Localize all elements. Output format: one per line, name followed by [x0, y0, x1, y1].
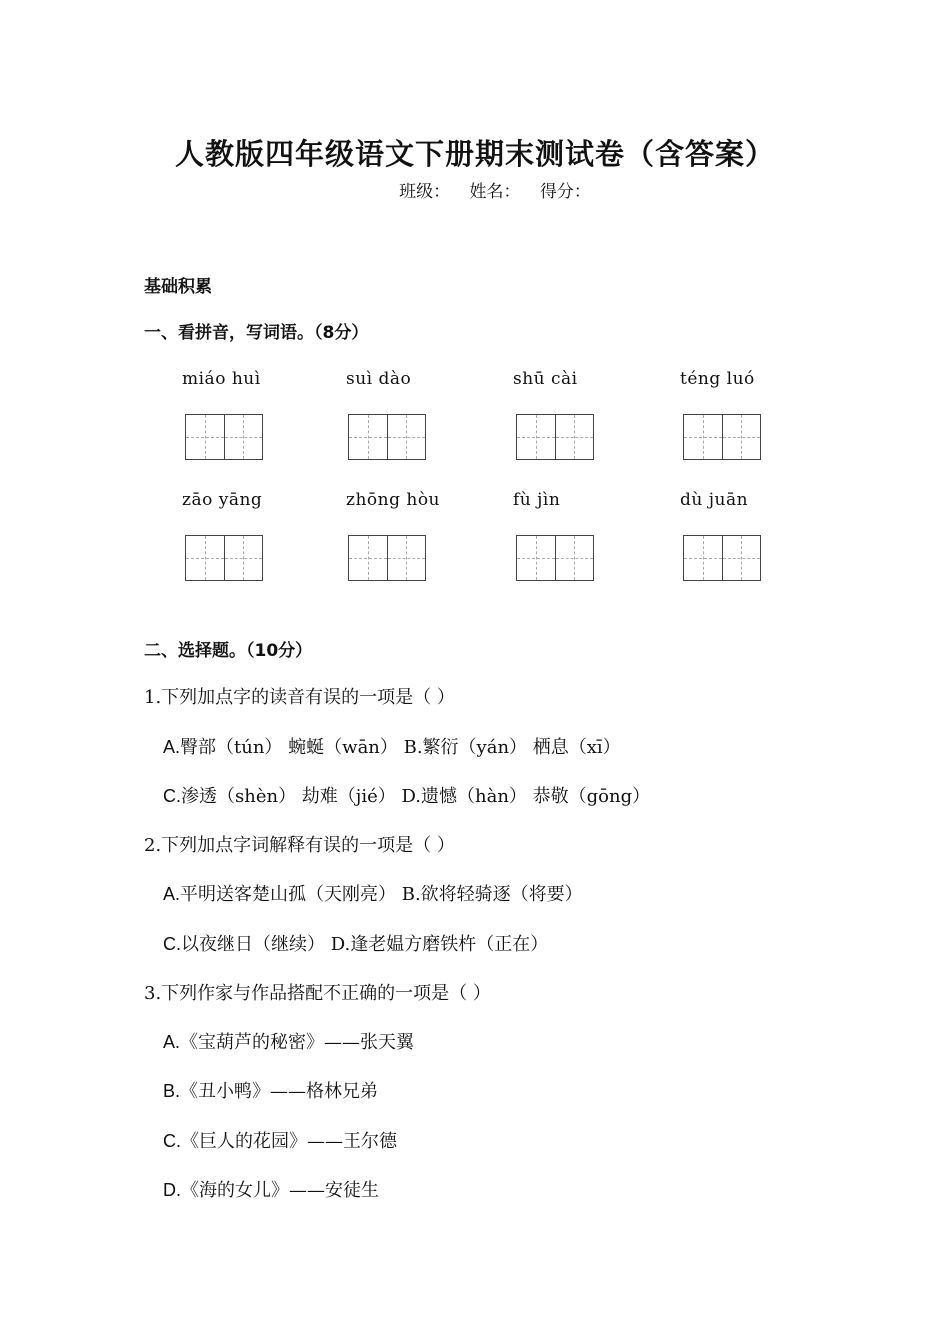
part1-heading: 一、看拼音，写词语。（8分） [144, 323, 369, 343]
writing-grid[interactable] [683, 535, 761, 581]
writing-grid[interactable] [185, 414, 263, 460]
score-label: 得分： [539, 182, 591, 202]
section-heading: 基础积累 [144, 277, 212, 297]
writing-grid[interactable] [516, 535, 594, 581]
question-3-option-b: B.《丑小鸭》——格林兄弟 [163, 1081, 379, 1102]
pinyin-6: zhōng hòu [346, 490, 441, 510]
question-3-option-c: C.《巨人的花园》——王尔德 [163, 1131, 397, 1152]
class-label: 班级： [399, 182, 451, 202]
pinyin-4: téng luó [680, 369, 755, 389]
writing-grid[interactable] [185, 535, 263, 581]
writing-grid[interactable] [683, 414, 761, 460]
pinyin-8: dù juān [680, 490, 749, 510]
name-label: 姓名： [469, 182, 521, 202]
question-3-option-a: A.《宝葫芦的秘密》——张天翼 [163, 1032, 415, 1053]
question-2-stem: 2.下列加点字词解释有误的一项是（ ） [144, 835, 455, 856]
question-1-options-cd: C.渗透（shèn） 劫难（jié） D.遗憾（hàn） 恭敬（gōng） [163, 786, 651, 807]
writing-grid[interactable] [516, 414, 594, 460]
page-title: 人教版四年级语文下册期末测试卷（含答案） [174, 137, 775, 171]
pinyin-2: suì dào [346, 369, 412, 389]
question-2-options-cd: C.以夜继日（继续） D.逢老媪方磨铁杵（正在） [163, 934, 549, 955]
pinyin-1: miáo huì [182, 369, 261, 389]
writing-grid[interactable] [348, 535, 426, 581]
question-1-options-ab: A.臀部（tún） 蜿蜒（wān） B.繁衍（yán） 栖息（xī） [163, 737, 621, 758]
pinyin-3: shū cài [513, 369, 578, 389]
student-info-line [0, 177, 950, 202]
pinyin-7: fù jìn [513, 490, 561, 510]
question-3-stem: 3.下列作家与作品搭配不正确的一项是（ ） [144, 983, 491, 1004]
pinyin-5: zāo yāng [182, 490, 263, 510]
question-1-stem: 1.下列加点字的读音有误的一项是（ ） [144, 687, 455, 708]
writing-grid[interactable] [348, 414, 426, 460]
question-2-options-ab: A.平明送客楚山孤（天刚亮） B.欲将轻骑逐（将要） [163, 884, 583, 905]
question-3-option-d: D.《海的女儿》——安徒生 [163, 1180, 379, 1201]
part2-heading: 二、选择题。（10分） [144, 641, 313, 661]
